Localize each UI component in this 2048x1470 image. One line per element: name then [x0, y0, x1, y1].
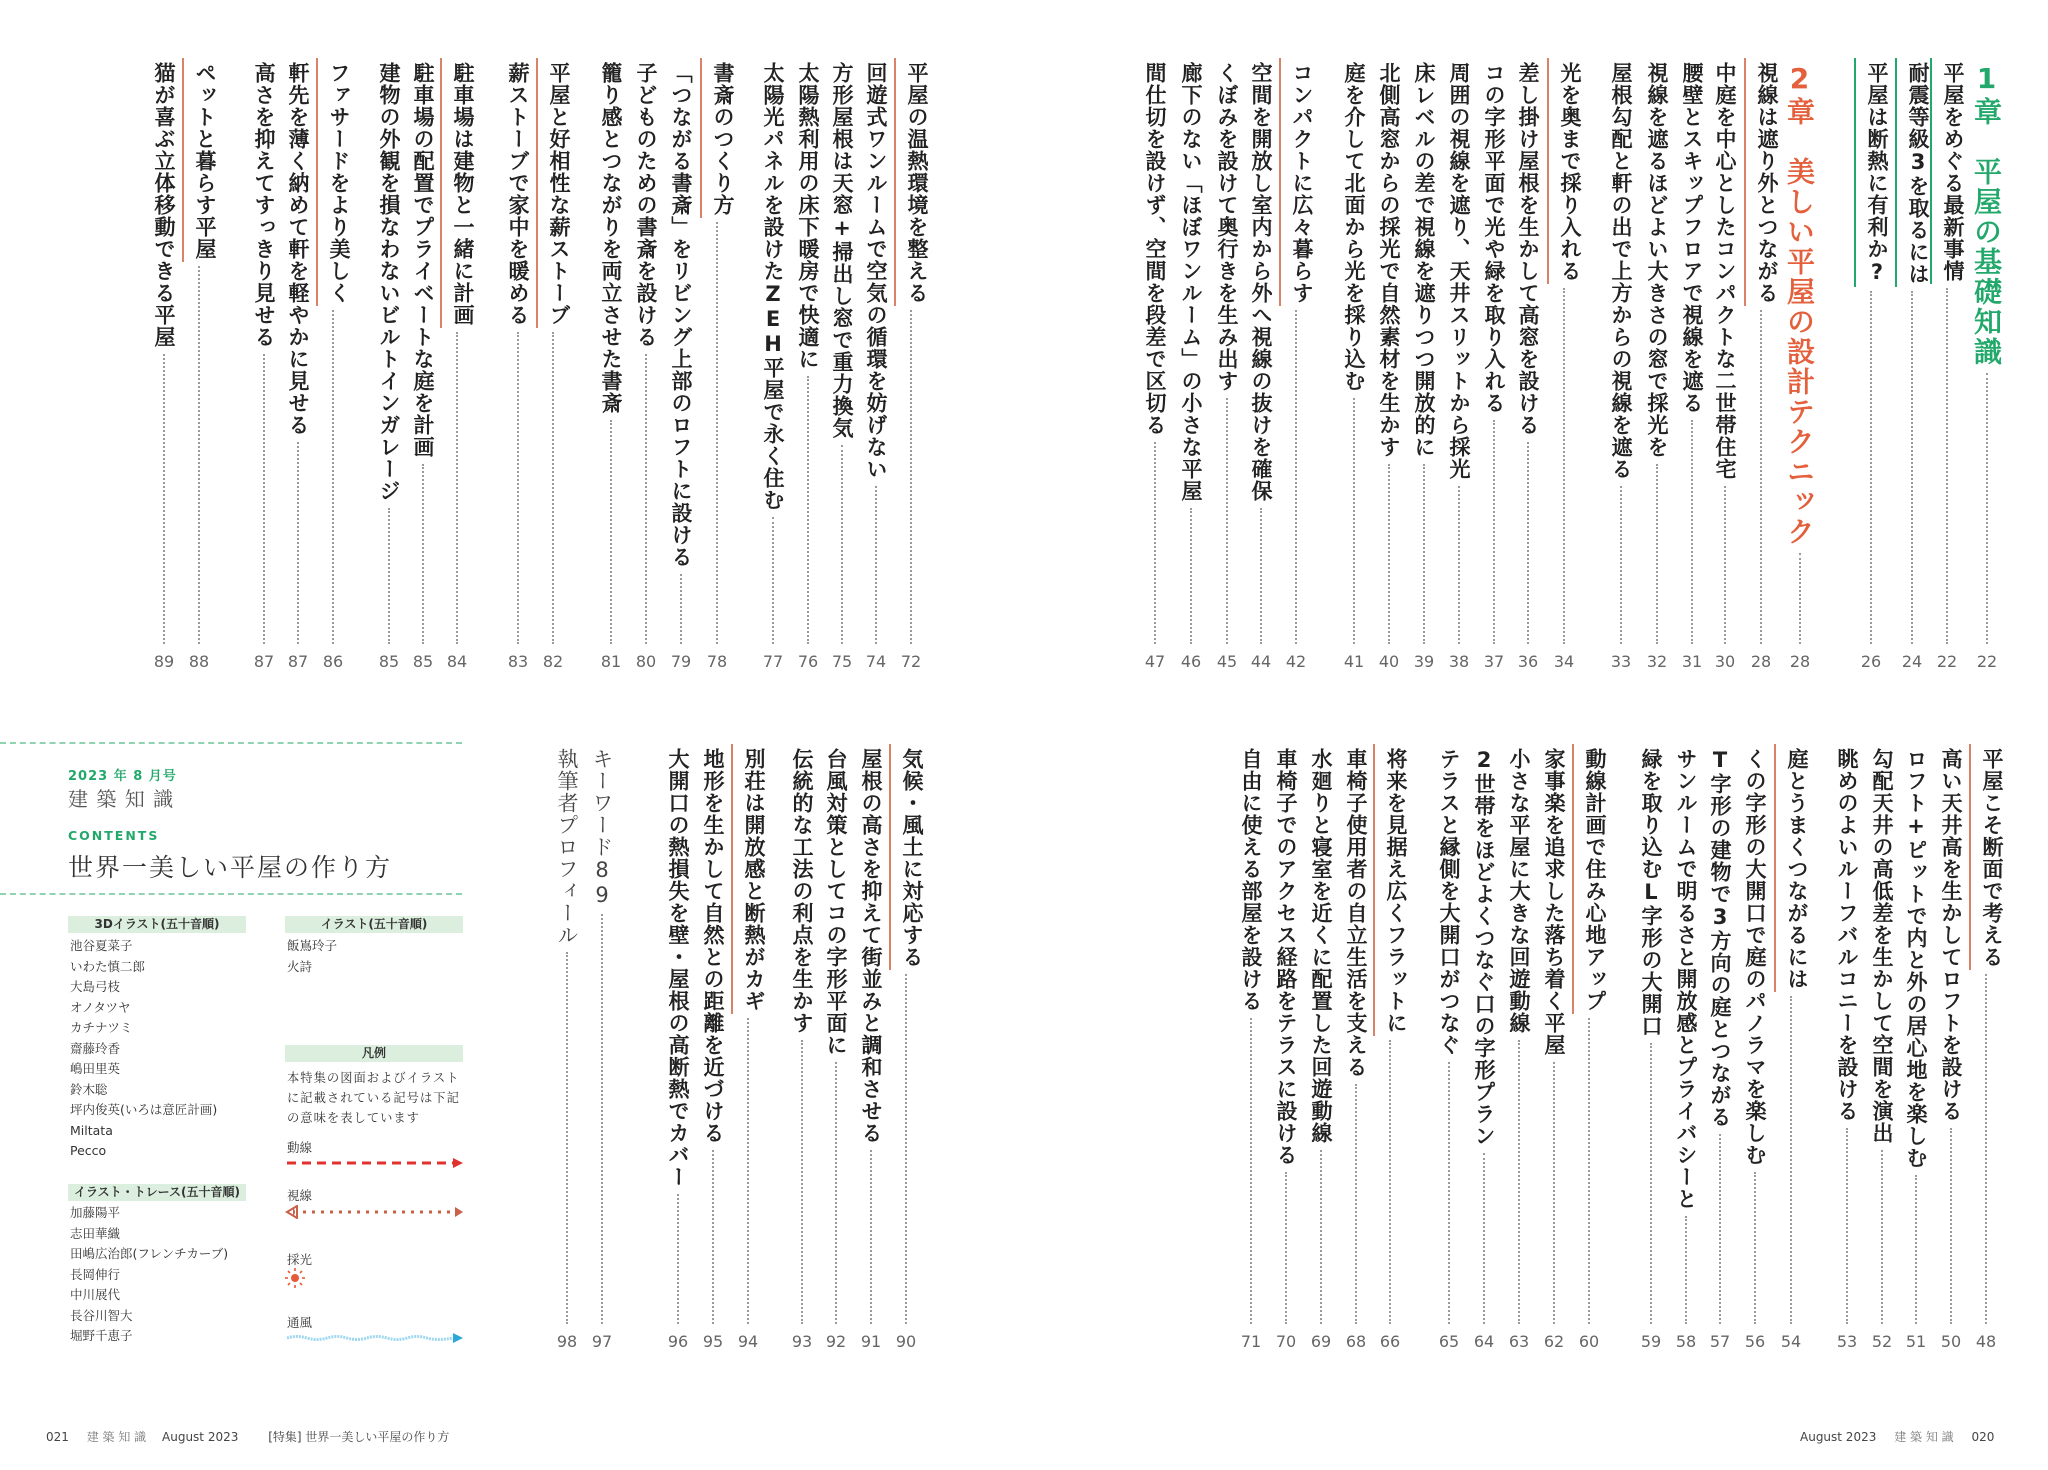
page-number: 42 — [1285, 652, 1307, 671]
feature-title: 世界一美しい平屋の作り方 — [68, 853, 393, 882]
credit-name: 加藤陽平 — [70, 1205, 121, 1220]
credit-name: 飯嶌玲子 — [287, 938, 338, 953]
dot-leader — [712, 1150, 714, 1324]
dot-leader — [1448, 1062, 1450, 1324]
credit-name: 坪内俊英(いろは意匠計画) — [70, 1102, 218, 1117]
credit-name: 池谷夏菜子 — [70, 938, 133, 953]
page-number: 89 — [153, 652, 175, 671]
page-number: 94 — [737, 1332, 759, 1351]
credit-name: オノタツヤ — [70, 999, 131, 1015]
page-number: 48 — [1975, 1332, 1997, 1351]
toc-entry: 北側高窓からの採光で自然素材を生かす — [1377, 62, 1401, 458]
dot-leader — [566, 952, 568, 1324]
toc-entry: 2世帯をほどよくつなぐ口の字形プラン — [1472, 748, 1496, 1147]
page-number: 78 — [706, 652, 728, 671]
credit-name: Pecco — [70, 1143, 107, 1158]
dot-leader — [1154, 442, 1156, 644]
dot-leader — [1685, 1216, 1687, 1324]
toc-entry: 眺めのよいルーフバルコニーを設ける — [1835, 748, 1859, 1122]
dot-leader — [645, 354, 647, 644]
toc-entry: 周囲の視線を遮り、天井スリットから採光 — [1447, 62, 1471, 480]
dot-leader — [1527, 442, 1529, 644]
toc-entry: 地形を生かして自然との距離を近づける — [701, 748, 725, 1144]
dot-leader — [1950, 1128, 1952, 1324]
toc-entry: 子どものための書斎を設ける — [634, 62, 658, 348]
toc-entry: 方形屋根は天窓+掃出し窓で重力換気 — [830, 62, 854, 439]
toc-entry: 廊下のない「ほぼワンルーム」の小さな平屋 — [1179, 62, 1203, 502]
toc-entry: 勾配天井の高低差を生かして空間を演出 — [1870, 748, 1894, 1144]
toc-entry: 太陽熱利用の床下暖房で快適に — [796, 62, 820, 370]
page-number: 33 — [1610, 652, 1632, 671]
toc-entry: コの字形平面で光や緑を取り入れる — [1482, 62, 1506, 414]
credit-list-3d — [70, 936, 217, 1162]
page-number: 77 — [762, 652, 784, 671]
page-number: 87 — [287, 652, 309, 671]
page-number: 47 — [1144, 652, 1166, 671]
dot-leader — [422, 464, 424, 644]
toc-entry: キーワード89 — [590, 748, 614, 908]
toc-entry: 軒先を薄く納めて軒を軽やかに見せる — [286, 62, 310, 436]
toc-entry: くの字形の大開口で庭のパノラマを楽しむ — [1743, 748, 1767, 1166]
dot-leader — [163, 354, 165, 644]
section-heading: 将来を見据え広くフラットに — [1379, 748, 1406, 1034]
section-heading: 庭とうまくつながるには — [1780, 748, 1807, 990]
toc-entry: 水廻りと寝室を近くに配置した回遊動線 — [1309, 748, 1333, 1144]
toc-entry: 小さな平屋に大きな回遊動線 — [1507, 748, 1531, 1034]
page-number: 80 — [635, 652, 657, 671]
page-number: 91 — [860, 1332, 882, 1351]
dot-leader — [807, 376, 809, 644]
toc-entry: 猫が喜ぶ立体移動できる平屋 — [152, 62, 176, 348]
toc-entry: 駐車場の配置でプライベートな庭を計画 — [411, 62, 435, 458]
toc-entry: 屋根の高さを抑えて街並みと調和させる — [859, 748, 883, 1144]
credit-list-illust — [287, 936, 337, 977]
toc-entry: 腰壁とスキップフロアで視線を遮る — [1680, 62, 1704, 414]
dot-leader — [747, 1018, 749, 1324]
credit-name: 長谷川智大 — [70, 1307, 133, 1323]
section-heading: 平屋をめぐる最新事情 — [1936, 62, 1963, 282]
toc-entry: 「つながる書斎」をリビング上部のロフトに設ける — [669, 62, 693, 568]
legend-label-flow: 動線 — [287, 1140, 313, 1155]
toc-entry: 高さを抑えてすっきり見せる — [252, 62, 276, 348]
credit-name: カチナツミ — [70, 1020, 133, 1035]
page-number: 41 — [1343, 652, 1365, 671]
toc-entry: 太陽光パネルを設けたZEH平屋で永く住む — [761, 62, 785, 511]
page-number: 53 — [1836, 1332, 1858, 1351]
dot-leader — [1518, 1040, 1520, 1324]
page-number: 22 — [1976, 652, 1998, 671]
dot-leader — [1588, 1018, 1590, 1324]
credit-name: 大島弓枝 — [70, 979, 121, 994]
page-number: 36 — [1517, 652, 1539, 671]
page-number: 97 — [591, 1332, 613, 1351]
dot-leader — [552, 332, 554, 644]
dot-leader — [835, 1062, 837, 1324]
page-number: 37 — [1483, 652, 1505, 671]
dot-leader — [875, 486, 877, 644]
dot-leader — [1650, 1043, 1652, 1324]
toc-entry: 籠り感とつながりを両立させた書斎 — [599, 62, 623, 414]
dot-leader — [1563, 288, 1565, 644]
toc-entry: サンルームで明るさと開放感とプライバシーと — [1674, 748, 1698, 1210]
dot-leader — [1483, 1153, 1485, 1324]
page-number: 31 — [1681, 652, 1703, 671]
toc-entry: 回遊式ワンルームで空気の循環を妨げない — [864, 62, 888, 480]
credit-name: 田嶋広治郎(フレンチカーブ) — [70, 1246, 229, 1261]
page-number: 52 — [1871, 1332, 1893, 1351]
magazine-logo: 建 築 知 識 — [68, 787, 175, 811]
sun-line-icon — [285, 1268, 465, 1288]
dashed-arrow-icon — [285, 1157, 465, 1169]
dot-leader — [1250, 1018, 1252, 1324]
page-number: 50 — [1940, 1332, 1962, 1351]
page-number: 75 — [831, 652, 853, 671]
toc-entry: 薪ストーブで家中を暖める — [506, 62, 530, 326]
footer-right — [1800, 1428, 1994, 1445]
wind-arrow-icon — [285, 1332, 465, 1344]
section-heading: 平屋の温熱環境を整える — [900, 62, 927, 304]
dot-leader — [1388, 464, 1390, 644]
page-number: 95 — [702, 1332, 724, 1351]
dot-leader — [1799, 553, 1801, 644]
page-number: 68 — [1345, 1332, 1367, 1351]
dot-leader — [772, 517, 774, 644]
dot-leader — [1260, 508, 1262, 644]
page-number: 40 — [1378, 652, 1400, 671]
toc-entry: 家事楽を追求した落ち着く平屋 — [1542, 748, 1566, 1056]
credit-name: 嶋田里英 — [70, 1061, 121, 1076]
section-heading: 気候・風土に対応する — [895, 748, 922, 968]
page-number: 65 — [1438, 1332, 1460, 1351]
page-number: 87 — [253, 652, 275, 671]
legend-heading: 凡例 — [285, 1045, 463, 1062]
page-number: 57 — [1709, 1332, 1731, 1351]
credit-heading-trace: イラスト・トレース(五十音順) — [68, 1184, 246, 1201]
dot-leader — [1226, 398, 1228, 644]
divider-bottom — [0, 893, 462, 895]
toc-entry: T字形の建物で3方向の庭とつながる — [1708, 748, 1732, 1128]
section-heading: 平屋こそ断面で考える — [1975, 748, 2002, 968]
section-heading: 視線は遮り外とつながる — [1750, 62, 1777, 304]
dot-leader — [1353, 398, 1355, 644]
toc-entry: 車椅子でのアクセス経路をテラスに設ける — [1274, 748, 1298, 1166]
page-number: 86 — [322, 652, 344, 671]
credit-name: 志田華織 — [70, 1225, 121, 1241]
toc-entry: ロフト+ピットで内と外の居心地を楽しむ — [1904, 748, 1928, 1169]
toc-entry: 車椅子使用者の自立生活を支える — [1344, 748, 1368, 1078]
dot-leader — [1946, 288, 1948, 644]
credit-heading-illust: イラスト(五十音順) — [285, 916, 463, 933]
toc-entry: 台風対策としてコの字形平面に — [824, 748, 848, 1056]
section-heading: 平屋は断熱に有利か? — [1860, 62, 1887, 285]
page-number: 70 — [1275, 1332, 1297, 1351]
page-number: 88 — [188, 652, 210, 671]
section-heading: 駐車場は建物と一緒に計画 — [446, 62, 473, 326]
credit-name: 中川展代 — [70, 1287, 121, 1302]
dot-leader — [1493, 420, 1495, 644]
dot-leader — [1190, 508, 1192, 644]
footer-issue-right: August 2023 — [1800, 1430, 1877, 1444]
dot-leader — [716, 222, 718, 644]
page-number: 38 — [1448, 652, 1470, 671]
dot-leader — [1691, 420, 1693, 644]
dot-leader — [1881, 1150, 1883, 1324]
page-number: 85 — [412, 652, 434, 671]
toc-entry: 間仕切を設けず、空間を段差で区切る — [1143, 62, 1167, 436]
page-number: 44 — [1250, 652, 1272, 671]
page-number: 54 — [1780, 1332, 1802, 1351]
page-number: 79 — [670, 652, 692, 671]
toc-entry: 床レベルの差で視線を遮りつつ開放的に — [1412, 62, 1436, 458]
toc-entry: 建物の外観を損なわないビルトインガレージ — [377, 62, 401, 502]
dot-leader — [841, 445, 843, 644]
dot-leader — [456, 332, 458, 644]
dot-leader — [1295, 310, 1297, 644]
dot-leader — [1846, 1128, 1848, 1324]
footer-page-left: 021 — [46, 1430, 69, 1444]
chapter-heading: 1章 平屋の基礎知識 — [1970, 62, 2003, 367]
page-number: 24 — [1901, 652, 1923, 671]
toc-entry: 庭を介して北面から光を採り込む — [1342, 62, 1366, 392]
page-number: 59 — [1640, 1332, 1662, 1351]
page-number: 58 — [1675, 1332, 1697, 1351]
page-number: 60 — [1578, 1332, 1600, 1351]
dot-leader — [677, 1194, 679, 1324]
legend-label-sight: 視線 — [287, 1188, 313, 1203]
page-number: 32 — [1646, 652, 1668, 671]
dot-leader — [601, 914, 603, 1324]
credit-list-trace — [70, 1203, 228, 1347]
toc-entry: 自由に使える部屋を設ける — [1239, 748, 1263, 1012]
dot-leader — [910, 310, 912, 644]
toc-entry: 視線を遮るほどよい大きさの窓で採光を — [1645, 62, 1669, 458]
toc-entry: 大開口の熱損失を壁・屋根の高断熱でカバー — [666, 748, 690, 1188]
dot-leader — [1355, 1084, 1357, 1324]
page-number: 28 — [1789, 652, 1811, 671]
credit-name: 長岡伸行 — [70, 1266, 121, 1282]
dot-leader — [1320, 1150, 1322, 1324]
page-number: 96 — [667, 1332, 689, 1351]
dot-leader — [517, 332, 519, 644]
dot-leader — [1985, 974, 1987, 1324]
dot-leader — [1553, 1062, 1555, 1324]
page-number: 45 — [1216, 652, 1238, 671]
dot-leader — [388, 508, 390, 644]
dot-leader — [1760, 310, 1762, 644]
dot-leader — [1458, 486, 1460, 644]
dot-leader — [297, 442, 299, 644]
page-number: 34 — [1553, 652, 1575, 671]
page-number: 64 — [1473, 1332, 1495, 1351]
toc-entry: 執筆者プロフィール — [555, 748, 579, 946]
page-number: 81 — [600, 652, 622, 671]
page-number: 62 — [1543, 1332, 1565, 1351]
page-number: 46 — [1180, 652, 1202, 671]
page-number: 93 — [791, 1332, 813, 1351]
page-number: 82 — [542, 652, 564, 671]
toc-entry: テラスと縁側を大開口がつなぐ — [1437, 748, 1461, 1056]
dot-leader — [1911, 291, 1913, 644]
section-heading: ファサードをより美しく — [322, 62, 349, 304]
footer-issue-left: August 2023 — [162, 1430, 239, 1444]
toc-entry: 差し掛け屋根を生かして高窓を設ける — [1516, 62, 1540, 436]
legend-label-wind: 通風 — [287, 1315, 313, 1330]
credit-heading-3d: 3Dイラスト(五十音順) — [68, 916, 246, 933]
credit-name: 鈴木聡 — [70, 1081, 108, 1097]
dot-leader — [1986, 373, 1988, 644]
footer-logo-right: 建 築 知 識 — [1894, 1430, 1954, 1444]
dot-leader — [332, 310, 334, 644]
dot-leader — [801, 1040, 803, 1324]
dot-leader — [870, 1150, 872, 1324]
dot-leader — [263, 354, 265, 644]
page-number: 74 — [865, 652, 887, 671]
footer-left — [46, 1428, 449, 1445]
page-number: 66 — [1379, 1332, 1401, 1351]
page-number: 84 — [446, 652, 468, 671]
credit-name: 堀野千恵子 — [70, 1328, 133, 1343]
dot-leader — [1915, 1175, 1917, 1324]
dot-leader — [1870, 291, 1872, 644]
dot-leader — [1790, 996, 1792, 1324]
dot-leader — [680, 574, 682, 644]
dot-leader — [1719, 1134, 1721, 1324]
dot-leader — [905, 974, 907, 1324]
footer-feature: [特集] 世界一美しい平屋の作り方 — [268, 1430, 450, 1444]
page-number: 28 — [1750, 652, 1772, 671]
dot-leader — [1285, 1172, 1287, 1324]
credit-name: 火詩 — [287, 958, 313, 974]
contents-label: CONTENTS — [68, 828, 160, 843]
section-heading: 別荘は開放感と断熱がカギ — [737, 748, 764, 1012]
page-number: 30 — [1714, 652, 1736, 671]
toc-entry: 屋根勾配と軒の出で上方からの視線を遮る — [1609, 62, 1633, 480]
dot-leader — [1754, 1172, 1756, 1324]
credit-name: いわた慎二郎 — [70, 958, 146, 974]
dot-leader — [1620, 486, 1622, 644]
page-number: 69 — [1310, 1332, 1332, 1351]
toc-entry: 空間を開放し室内から外へ視線の抜けを確保 — [1249, 62, 1273, 502]
page-number: 71 — [1240, 1332, 1262, 1351]
toc-entry: くぼみを設けて奥行きを生み出す — [1215, 62, 1239, 392]
page-number: 83 — [507, 652, 529, 671]
footer-logo-left: 建 築 知 識 — [86, 1430, 147, 1444]
page-number: 22 — [1936, 652, 1958, 671]
chapter-heading: 2章 美しい平屋の設計テクニック — [1783, 62, 1816, 547]
section-heading: コンパクトに広々暮らす — [1285, 62, 1312, 304]
legend-description: 本特集の図面およびイラストに記載されている記号は下記の意味を表しています — [287, 1071, 460, 1125]
credit-name: 齋藤玲香 — [70, 1040, 121, 1056]
page-number: 26 — [1860, 652, 1882, 671]
credit-name: Miltata — [70, 1122, 113, 1138]
page-number: 56 — [1744, 1332, 1766, 1351]
divider-top — [0, 742, 462, 744]
issue-date: 2023 年 8 月号 — [68, 769, 177, 784]
footer-page-right: 020 — [1971, 1430, 1995, 1444]
dot-leader — [1656, 464, 1658, 644]
section-heading: 平屋と好相性な薪ストーブ — [542, 62, 569, 326]
section-heading: 書斎のつくり方 — [706, 62, 733, 216]
legend-label-light: 採光 — [287, 1252, 313, 1267]
page-number: 85 — [378, 652, 400, 671]
page-number: 51 — [1905, 1332, 1927, 1351]
page-number: 63 — [1508, 1332, 1530, 1351]
eye-dotted-arrow-icon — [285, 1205, 465, 1219]
section-heading: 光を奥まで採り入れる — [1553, 62, 1580, 282]
toc-entry: 高い天井高を生かしてロフトを設ける — [1939, 748, 1963, 1122]
page-number: 90 — [895, 1332, 917, 1351]
dot-leader — [610, 420, 612, 644]
dot-leader — [1724, 486, 1726, 644]
page-number: 92 — [825, 1332, 847, 1351]
toc-entry: 中庭を中心としたコンパクトな二世帯住宅 — [1713, 62, 1737, 480]
toc-entry: 緑を取り込むL字形の大開口 — [1639, 748, 1663, 1037]
page-number: 39 — [1413, 652, 1435, 671]
dot-leader — [1423, 464, 1425, 644]
dot-leader — [198, 266, 200, 644]
page-number: 72 — [900, 652, 922, 671]
section-heading: ペットと暮らす平屋 — [188, 62, 215, 260]
section-heading: 耐震等級3を取るには — [1901, 62, 1928, 285]
section-heading: 動線計画で住み心地アップ — [1578, 748, 1605, 1012]
dot-leader — [1389, 1040, 1391, 1324]
toc-entry: 伝統的な工法の利点を生かす — [790, 748, 814, 1034]
page-number: 98 — [556, 1332, 578, 1351]
page-number: 76 — [797, 652, 819, 671]
